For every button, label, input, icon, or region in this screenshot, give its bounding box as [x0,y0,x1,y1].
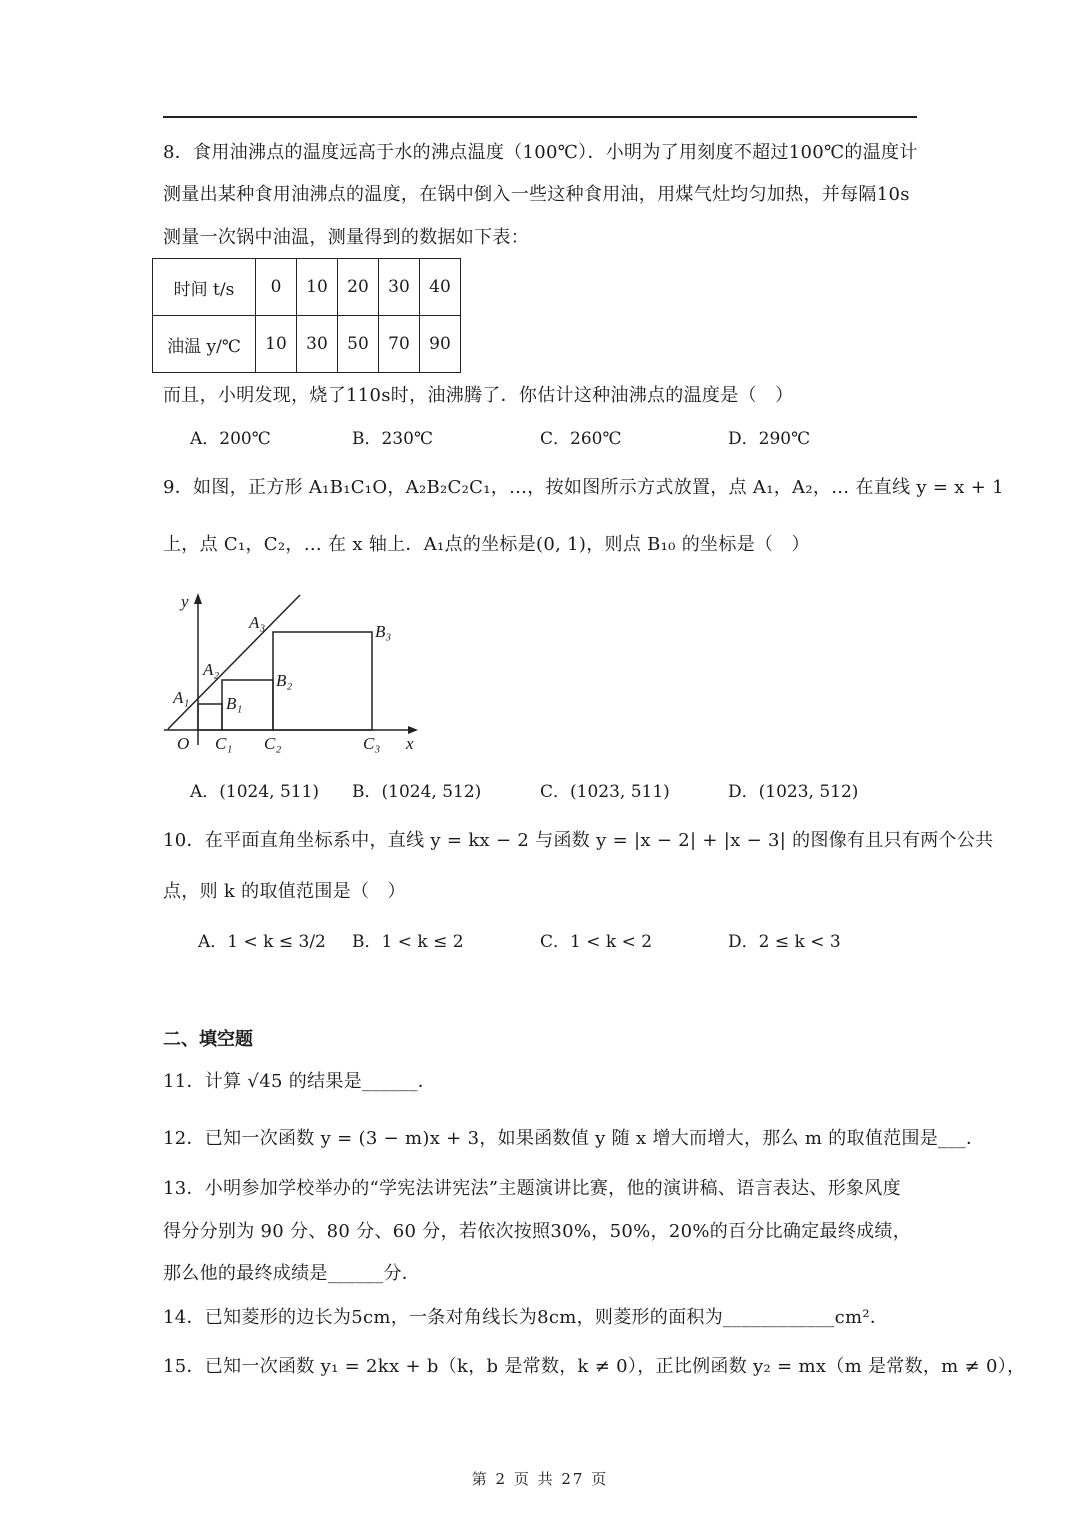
table-cell: 40 [420,259,461,316]
q8-option-c: C．260℃ [540,429,622,449]
label-y: y [181,592,189,611]
x-axis-arrow-icon [408,726,418,734]
table-cell: 70 [379,316,420,373]
q9-option-d: D．(1023, 512) [728,782,859,802]
q8-option-a: A．200℃ [190,429,271,449]
table-cell: 0 [256,259,297,316]
label-c2: C₂ [264,734,282,753]
table-cell: 时间 t/s [153,259,256,316]
table-cell: 30 [379,259,420,316]
q15-text: 15．已知一次函数 y₁ = 2kx + b（k，b 是常数，k ≠ 0），正比例函数 y₂ = mx（m 是常数，m ≠ 0）， [163,1356,1026,1377]
label-o: O [177,734,190,753]
q8-option-b: B．230℃ [352,429,433,449]
y-axis-arrow-icon [194,593,202,604]
label-b3: B₃ [375,622,392,641]
table-cell: 50 [338,316,379,373]
q8-line-3: 测量一次锅中油温，测量得到的数据如下表： [163,227,529,248]
q13-line-2: 得分分别为 90 分、80 分、60 分，若依次按照30%，50%，20%的百分比确定最终成绩， [163,1221,912,1242]
q13-line-1: 13．小明参加学校举办的“学宪法讲宪法”主题演讲比赛，他的演讲稿、语言表达、形象风度 [163,1178,901,1199]
q11-text: 11．计算 √45 的结果是______． [163,1071,437,1092]
label-a3: A₃ [249,613,266,632]
q9-figure [160,585,430,760]
q10-option-a: A．1 < k ≤ 3/2 [198,932,326,952]
label-c1: C₁ [215,734,233,753]
table-cell: 90 [420,316,461,373]
table-cell: 10 [297,259,338,316]
label-a2: A₂ [203,660,220,679]
header-rule [163,116,917,118]
q9-option-c: C．(1023, 511) [540,782,670,802]
q12-text: 12．已知一次函数 y = (3 − m)x + 3，如果函数值 y 随 x 增大而增大，那么 m 的取值范围是___． [163,1128,985,1149]
section-heading-fill-in: 二、填空题 [163,1029,253,1050]
label-c3: C₃ [363,734,381,753]
label-b1: B₁ [226,694,243,713]
q9-option-a: A．(1024, 511) [190,782,320,802]
q8-line-2: 测量出某种食用油沸点的温度，在锅中倒入一些这种食用油，用煤气灶均匀加热，并每隔10s [163,184,910,205]
table-row [153,259,461,316]
q9-option-b: B．(1024, 512) [352,782,482,802]
label-b2: B₂ [276,671,293,690]
q13-line-3: 那么他的最终成绩是______分． [163,1263,421,1284]
q10-line-1: 10．在平面直角坐标系中，直线 y = kx − 2 与函数 y = |x − 2| + |x − 3| 的图像有且只有两个公共 [163,830,994,851]
table-cell: 10 [256,316,297,373]
q10-line-2: 点，则 k 的取值范围是（ ） [163,881,406,902]
page-footer: 第 2 页 共 27 页 [471,1470,609,1488]
table-cell: 20 [338,259,379,316]
q9-line-2: 上，点 C₁，C₂，… 在 x 轴上．A₁点的坐标是(0, 1)，则点 B₁₀ 的坐标是（ ） [163,534,810,555]
q8-data-table [152,258,461,373]
q9-line-1: 9．如图，正方形 A₁B₁C₁O，A₂B₂C₂C₁，…，按如图所示方式放置，点 A₁，A₂，… 在直线 y = x + 1 [163,477,1004,498]
table-row [153,316,461,373]
table-cell: 30 [297,316,338,373]
q8-line-1: 8．食用油沸点的温度远高于水的沸点温度（100℃）．小明为了用刻度不超过100℃的温度计 [163,142,918,163]
table-cell: 油温 y/℃ [153,316,256,373]
q8-line-4: 而且，小明发现，烧了110s时，油沸腾了．你估计这种油沸点的温度是（ ） [163,385,794,406]
square-1 [198,704,222,730]
q8-option-d: D．290℃ [728,429,811,449]
label-x: x [406,734,414,753]
q10-option-d: D．2 ≤ k < 3 [728,932,841,952]
label-a1: A₁ [173,688,190,707]
q10-option-c: C．1 < k < 2 [540,932,653,952]
q14-text: 14．已知菱形的边长为5cm，一条对角线长为8cm，则菱形的面积为____________cm²． [163,1307,889,1328]
q10-option-b: B．1 < k ≤ 2 [352,932,464,952]
